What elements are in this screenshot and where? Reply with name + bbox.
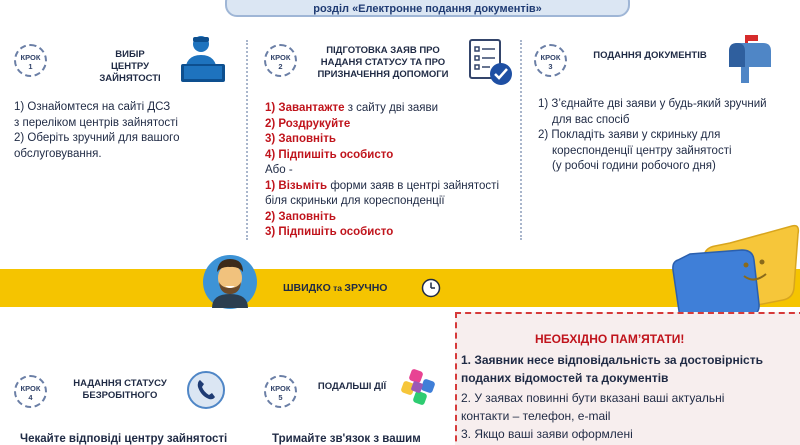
step-3-title: ПОДАННЯ ДОКУМЕНТІВ [593, 50, 707, 61]
section-banner [225, 0, 630, 17]
step-5-badge: КРОК 5 [264, 375, 297, 408]
clock-icon [421, 278, 441, 298]
step-2-badge: КРОК 2 [264, 44, 297, 77]
person-at-computer-icon [179, 33, 227, 85]
mailbox-icon [723, 33, 775, 83]
colorful-puzzle-icon [398, 368, 438, 410]
divider [520, 40, 522, 240]
step-1-badge: КРОК 1 [14, 44, 47, 77]
step-2-text: 1) Завантажте з сайту дві заяви 2) Роздрукуйте 3) Заповніть 4) Підпишіть особисто Або - 1) Візьміть форми заяв в центрі зайнятості біля скриньки для кореспонденції 2) Заповніть 3) Підпишіть особисто [265, 102, 499, 238]
step-1-text: 1) Ознайомтеся на сайті ДСЗ з переліком центрів зайнятості 2) Оберіть зручний для вашого обслуговування. [14, 101, 180, 160]
section-banner-text: розділ «Електронне подання документів» [313, 3, 542, 15]
step-4-title: НАДАННЯ СТАТУСУ БЕЗРОБІТНОГО [73, 378, 167, 401]
notice-line: 3. Якщо ваші заяви оформлені [461, 427, 633, 441]
step-2-title: ПІДГОТОВКА ЗАЯВ ПРО НАДАНЯ СТАТУСУ ТА ПРО ПРИЗНАЧЕННЯ ДОПОМОГИ [317, 45, 449, 80]
step-5-text: Тримайте зв'язок з вашим [272, 433, 421, 445]
step-4-badge: КРОК 4 [14, 375, 47, 408]
speed-band-text: ШВИДКО та ЗРУЧНО [283, 282, 388, 294]
checklist-icon [468, 38, 516, 88]
step-3-text: 1) З’єднайте дві заяви у будь-який зручний для вас спосіб 2) Покладіть заяви у скриньку для кореспонденції центру зайнятості (у робочі години робочого дня) [538, 98, 767, 172]
notice-line: 2. У заявах повинні бути вказані ваші актуальні [461, 391, 725, 405]
step-4-text: Чекайте відповіді центру зайнятості [20, 433, 228, 445]
notice-line: поданих відомостей та документів [461, 371, 669, 385]
notice-title: НЕОБХІДНО ПАМ’ЯТАТИ! [535, 332, 685, 346]
step-5-title: ПОДАЛЬШІ ДІЇ [317, 381, 387, 392]
step-1-title: ВИБІР ЦЕНТРУ ЗАЙНЯТОСТІ [99, 49, 161, 84]
notice-line: контакти – телефон, e-mail [461, 409, 611, 423]
step-3-badge: КРОК 3 [534, 44, 567, 77]
phone-icon [186, 370, 226, 410]
divider [246, 40, 248, 240]
avatar-man-icon [202, 250, 258, 312]
notice-line: 1. Заявник несе відповідальність за достовірність [461, 353, 763, 367]
